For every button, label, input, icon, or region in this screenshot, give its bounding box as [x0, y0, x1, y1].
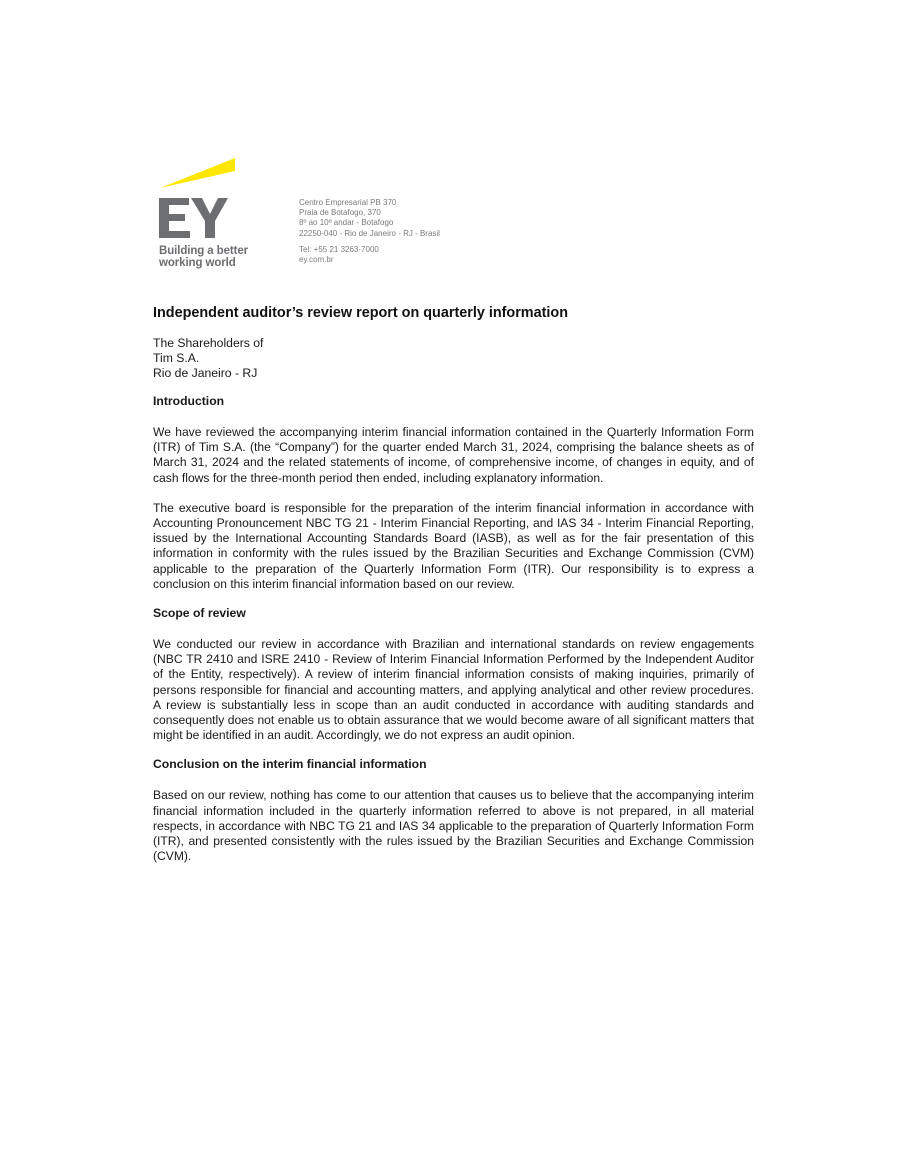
section-heading-scope-of-review: Scope of review — [153, 606, 246, 621]
introduction-paragraph-2: The executive board is responsible for the preparation of the interim financial information in accordance with Accounting Pronouncement NBC TG 21 - Interim Financial Reporting, and IAS 34 - Interim Financial Reporting, issued by the International Accounting Standards Board (IASB), as well as for the fair presentation of this information in conformity with the rules issued by the Brazilian Securities and Exchange Commission (CVM) applicable to the preparation of the Quarterly Information Form (ITR). Our responsibility is to express a conclusion on this interim financial information based on our review. — [153, 500, 754, 591]
address-line-3: 8º ao 10º andar - Botafogo — [299, 218, 394, 228]
scope-of-review-paragraph: We conducted our review in accordance with Brazilian and international standards on review engagements (NBC TR 2410 and ISRE 2410 - Review of Interim Financial Information Performed by the Independent Auditor of the Entity, respectively). A review of interim financial information consists of making inquiries, primarily of persons responsible for financial and accounting matters, and applying analytical and other review procedures. A review is substantially less in scope than an audit conducted in accordance with auditing standards and consequently does not enable us to obtain assurance that we would become aware of all significant matters that might be identified in an audit. Accordingly, we do not express an audit opinion. — [153, 637, 754, 743]
conclusion-paragraph: Based on our review, nothing has come to our attention that causes us to believe that the accompanying interim financial information included in the quarterly information referred to above is not prepared, in all material respects, in accordance with NBC TG 21 and IAS 34 applicable to the preparation of Quarterly Information Form (ITR), and presented consistently with the rules issued by the Brazilian Securities and Exchange Commission (CVM). — [153, 788, 754, 864]
addressee-line-1: The Shareholders of — [153, 336, 264, 350]
introduction-paragraph-1: We have reviewed the accompanying interim financial information contained in the Quarterly Information Form (ITR) of Tim S.A. (the “Company”) for the quarter ended March 31, 2024, comprising the balance sheets as of March 31, 2024 and the related statements of income, of comprehensive income, of changes in equity, and of cash flows for the three-month period then ended, including explanatory information. — [153, 425, 754, 485]
ey-logo-beam — [160, 158, 235, 188]
addressee-block — [153, 336, 754, 381]
report-body — [153, 304, 754, 879]
ey-tagline — [159, 245, 248, 269]
address-line-1: Centro Empresarial PB 370 — [299, 198, 397, 207]
section-heading-introduction: Introduction — [153, 394, 225, 408]
address-line-4: 22250-040 - Rio de Janeiro - RJ - Brasil — [299, 228, 440, 238]
tagline-line-2: working world — [159, 257, 236, 269]
section-heading-conclusion: Conclusion on the interim financial information — [153, 757, 427, 772]
report-title: Independent auditor’s review report on quarterly information — [153, 305, 568, 321]
addressee-line-3: Rio de Janeiro - RJ — [153, 366, 258, 380]
office-website: ey.com.br — [299, 255, 334, 265]
ey-logo-letter-e — [159, 198, 190, 238]
office-phone: Tel: +55 21 3263-7000 — [299, 244, 379, 254]
ey-logo-mark — [158, 158, 268, 248]
tagline-line-1: Building a better — [159, 245, 249, 257]
office-address — [299, 198, 440, 265]
addressee-line-2: Tim S.A. — [153, 351, 200, 365]
address-line-2: Praia de Botafogo, 370 — [299, 208, 381, 218]
ey-logo-letter-y — [191, 198, 228, 238]
